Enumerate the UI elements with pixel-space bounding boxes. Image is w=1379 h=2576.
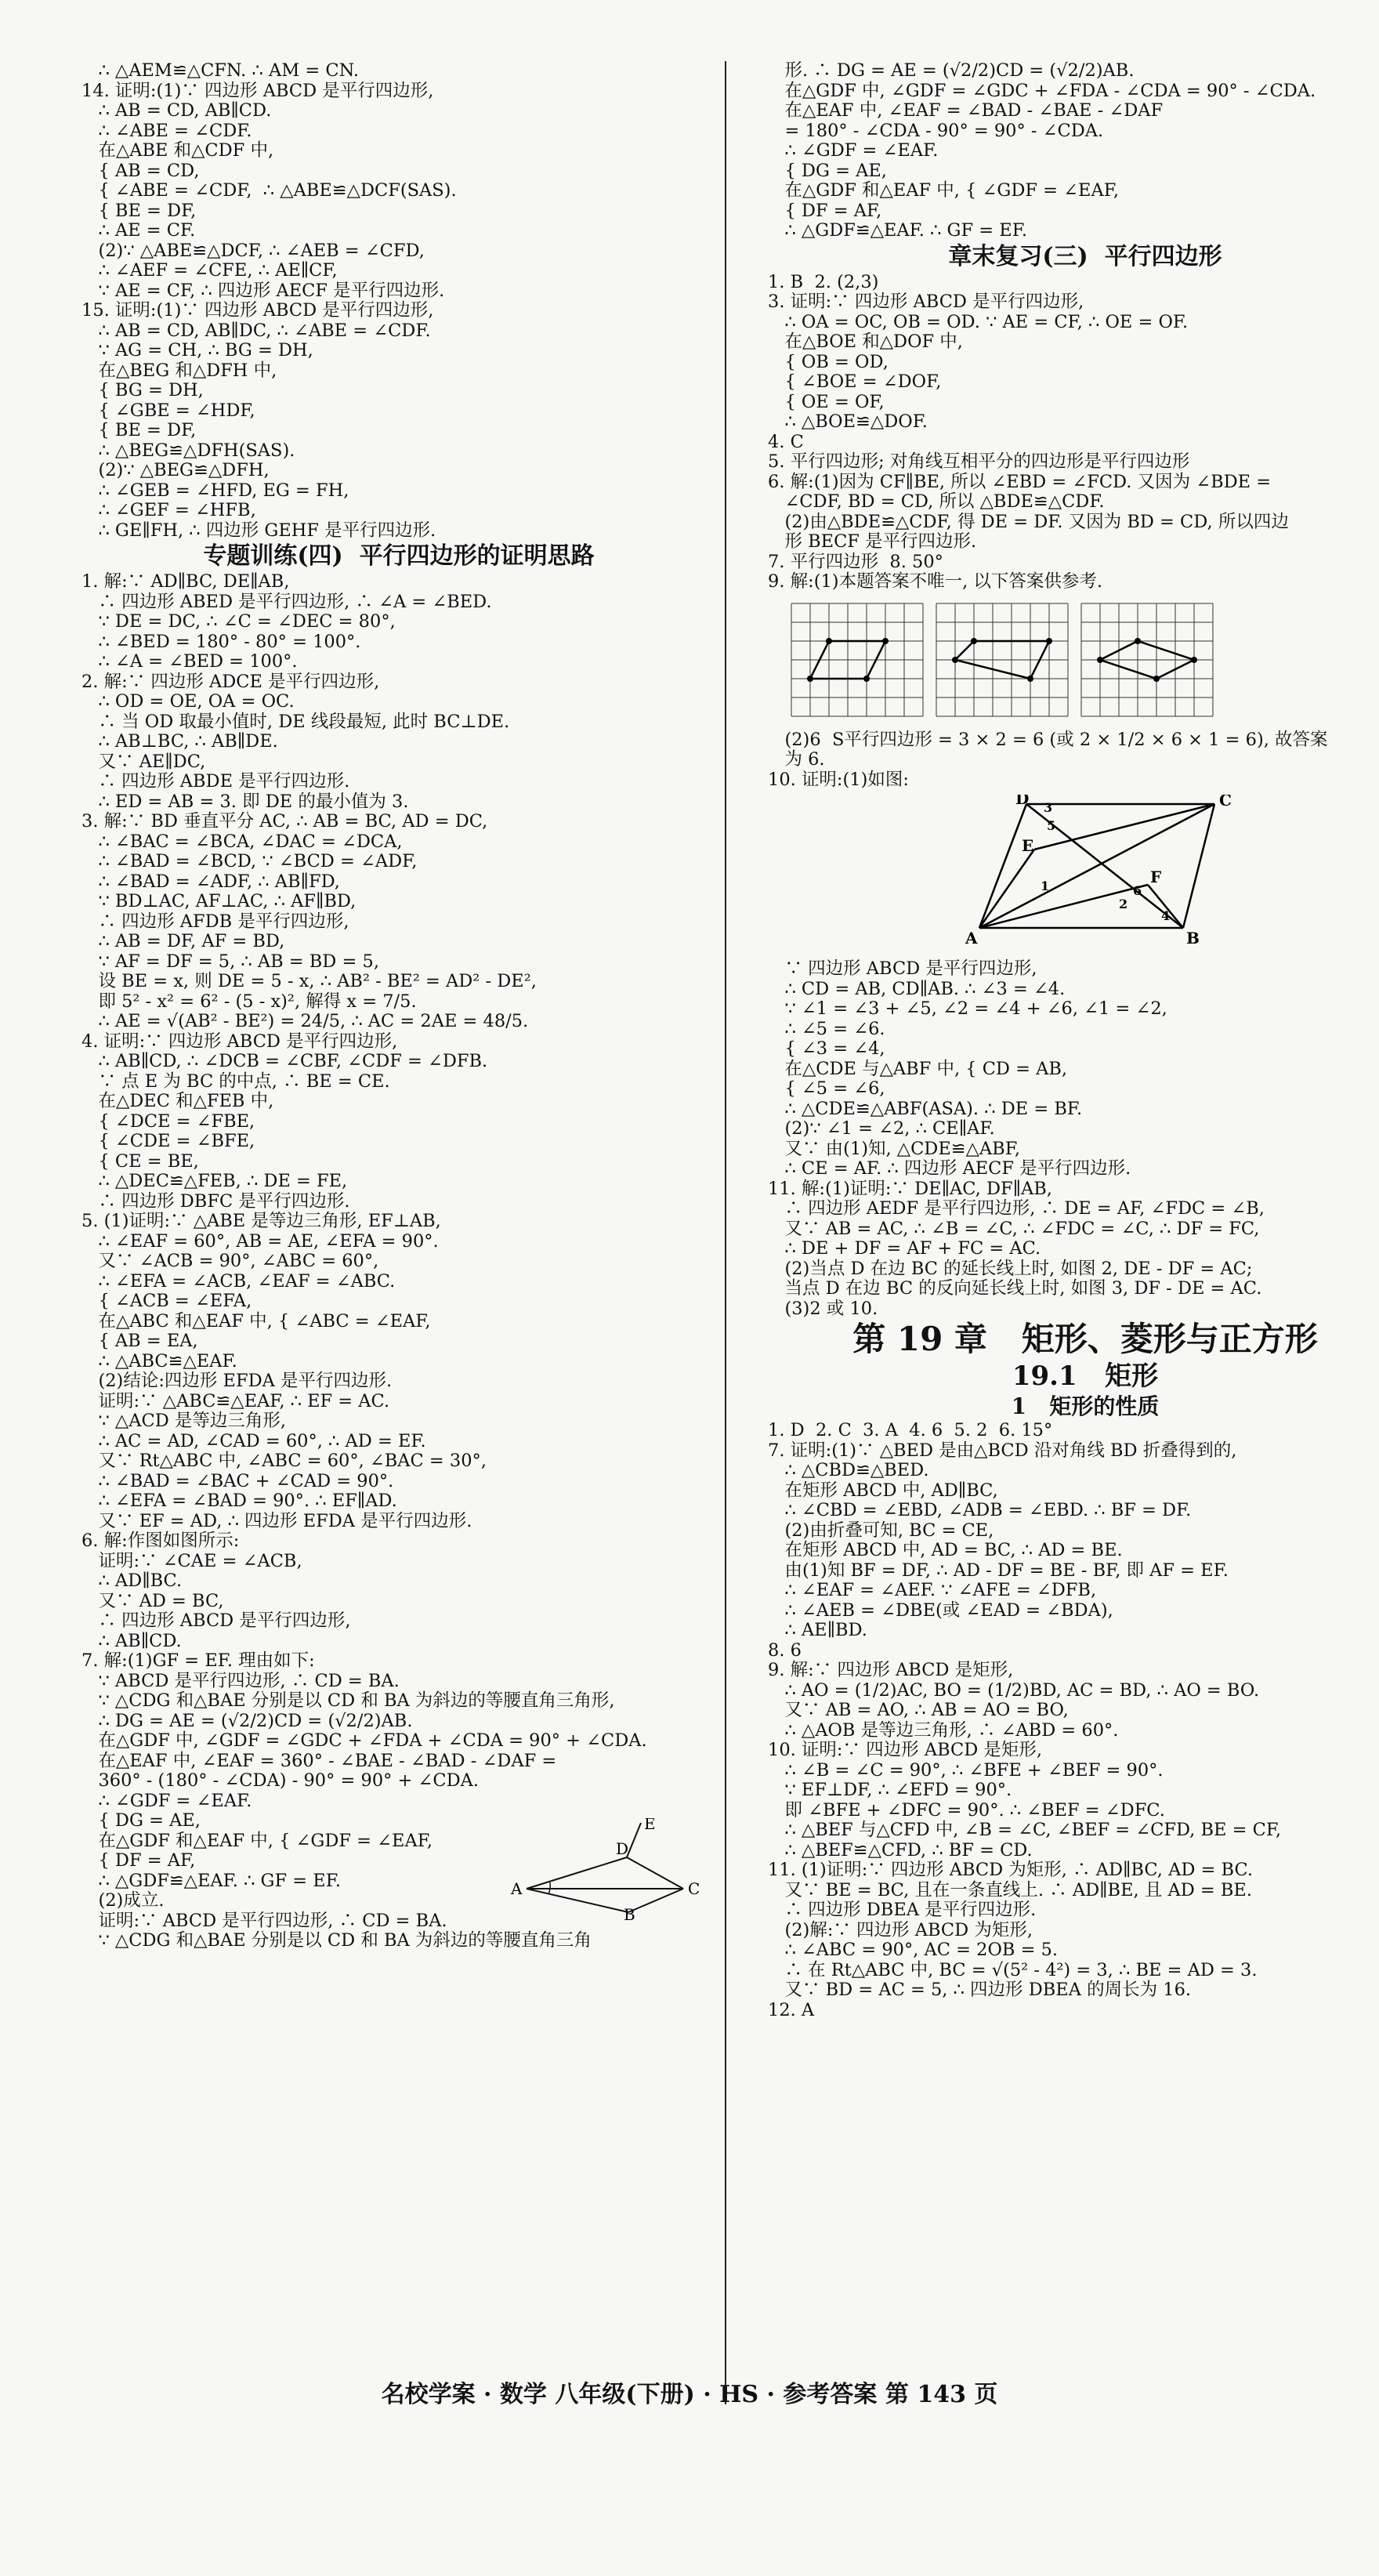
answer-line: { ∠DCE = ∠FBE, bbox=[81, 1110, 255, 1132]
answer-line: ∴ AE∥BD. bbox=[768, 1620, 867, 1640]
answer-line: { OE = OF, bbox=[768, 391, 885, 412]
answer-line: ∴ ∠BAC = ∠BCA, ∠DAC = ∠DCA, bbox=[81, 831, 403, 852]
answer-line: 8. 6 bbox=[768, 1639, 802, 1661]
fig6-label-b: B bbox=[624, 1905, 635, 1920]
answer-line: ∴ AE = √(AB² - BE²) = 24/5, ∴ AC = 2AE = 48/5. bbox=[81, 1011, 529, 1031]
answer-line: 9. 解:(1)本题答案不唯一, 以下答案供参考. bbox=[768, 571, 1103, 592]
section-heading: 19.1 矩形 bbox=[1012, 1360, 1159, 1392]
answer-line: ∴ CE = AF. ∴ 四边形 AECF 是平行四边形. bbox=[768, 1158, 1131, 1179]
answer-line: 又∵ EF = AD, ∴ 四边形 EFDA 是平行四边形. bbox=[81, 1510, 472, 1531]
answer-line: 又∵ 由(1)知, △CDE≌△ABF, bbox=[768, 1138, 1020, 1159]
answer-line: 1. B 2. (2,3) bbox=[768, 271, 879, 292]
answer-line: ∴ DG = AE = (√2/2)CD = (√2/2)AB. bbox=[81, 1710, 413, 1731]
answer-line: 10. 证明:∵ 四边形 ABCD 是矩形, bbox=[768, 1740, 1043, 1760]
answer-line: ∴ ∠ABC = 90°, AC = 2OB = 5. bbox=[768, 1940, 1059, 1960]
answer-line: 形. ∴ DG = AE = (√2/2)CD = (√2/2)AB. bbox=[768, 60, 1135, 81]
answer-line: ∴ ∠EAF = ∠AEF. ∵ ∠AFE = ∠DFB, bbox=[768, 1580, 1097, 1600]
answer-line: 在△DEC 和△FEB 中, bbox=[81, 1091, 274, 1111]
answer-line: ∴ △BEF 与△CFD 中, ∠B = ∠C, ∠BEF = ∠CFD, BE = CF, bbox=[768, 1820, 1282, 1840]
fig10-label: 5 bbox=[1047, 818, 1056, 833]
answer-line: ∴ CD = AB, CD∥AB. ∴ ∠3 = ∠4. bbox=[768, 978, 1066, 999]
fig10-label: 2 bbox=[1119, 897, 1128, 911]
answer-line: (2)当点 D 在边 BC 的延长线上时, 如图 2, DE - DF = AC; bbox=[768, 1258, 1253, 1279]
answer-line: = 180° - ∠CDA - 90° = 90° - ∠CDA. bbox=[768, 120, 1104, 141]
answer-line: ∴ ∠BED = 180° - 80° = 100°. bbox=[81, 631, 361, 652]
grid-2 bbox=[936, 603, 1068, 716]
answer-line: 11. (1)证明:∵ 四边形 ABCD 为矩形, ∴ AD∥BC, AD = BC. bbox=[768, 1860, 1254, 1880]
fig6-label-d: D bbox=[616, 1839, 629, 1858]
fig10-label: D bbox=[1015, 795, 1030, 808]
answer-line: 证明:∵ △ABC≌△EAF, ∴ EF = AC. bbox=[81, 1390, 390, 1411]
grid-1 bbox=[791, 603, 923, 716]
answer-line: ∴ ∠ABE = ∠CDF. bbox=[81, 120, 252, 141]
fig10-label: A bbox=[965, 929, 978, 947]
answer-line: ∴ ∠EAF = 60°, AB = AE, ∠EFA = 90°. bbox=[81, 1230, 439, 1252]
answer-line: 4. 证明:∵ 四边形 ABCD 是平行四边形, bbox=[81, 1031, 398, 1052]
fig10-label: E bbox=[1022, 836, 1034, 855]
answer-line: ∴ OA = OC, OB = OD. ∵ AE = CF, ∴ OE = OF. bbox=[768, 311, 1189, 332]
answer-line: (2)由折叠可知, BC = CE, bbox=[768, 1520, 994, 1541]
figure-q6-parallelogram bbox=[509, 1818, 713, 1920]
fig10-label: F bbox=[1150, 868, 1162, 886]
answer-line: 在△CDE 与△ABF 中, { CD = AB, bbox=[768, 1058, 1068, 1079]
answer-line: 又∵ AE∥DC, bbox=[81, 751, 206, 772]
answer-line: ∴ AB∥CD, ∴ ∠DCB = ∠CBF, ∠CDF = ∠DFB. bbox=[81, 1051, 488, 1071]
answer-line: (2)解:∵ 四边形 ABCD 为矩形, bbox=[768, 1919, 1033, 1940]
answer-line: 又∵ BE = BC, 且在一条直线上. ∴ AD∥BE, 且 AD = BE. bbox=[768, 1879, 1253, 1900]
answer-line: ∴ ∠A = ∠BED = 100°. bbox=[81, 651, 298, 672]
answer-line: ∴ AD∥BC. bbox=[81, 1571, 183, 1591]
page-footer: 名校学案 · 数学 八年级(下册) · HS · 参考答案 第 143 页 bbox=[381, 2381, 998, 2408]
answer-line: ∴ △CBD≌△BED. bbox=[768, 1460, 929, 1480]
answer-line: ∴ ∠AEB = ∠DBE(或 ∠EAD = ∠BDA), bbox=[768, 1600, 1113, 1621]
answer-line: 9. 解:∵ 四边形 ABCD 是矩形, bbox=[768, 1660, 1014, 1680]
answer-line: ∴ ∠GDF = ∠EAF. bbox=[81, 1790, 252, 1811]
answer-line: ∵ 点 E 为 BC 的中点, ∴ BE = CE. bbox=[81, 1071, 390, 1092]
answer-line: 12. A bbox=[768, 1999, 815, 2020]
answer-line: ∴ ED = AB = 3. 即 DE 的最小值为 3. bbox=[81, 791, 409, 812]
answer-line: ∴ ∠B = ∠C = 90°, ∴ ∠BFE + ∠BEF = 90°. bbox=[768, 1759, 1164, 1781]
answer-line: ∵ AG = CH, ∴ BG = DH, bbox=[81, 340, 313, 360]
answer-line: (2)∵ △BEG≌△DFH, bbox=[81, 460, 270, 480]
answer-line: { BG = DH, bbox=[81, 380, 204, 400]
answer-line: (2)由△BDE≌△CDF, 得 DE = DF. 又因为 BD = CD, 所以四边 bbox=[768, 511, 1289, 532]
answer-line: 在△ABE 和△CDF 中, bbox=[81, 140, 274, 161]
answer-line: 形 BECF 是平行四边形. bbox=[768, 531, 977, 552]
answer-line: { DG = AE, bbox=[81, 1810, 201, 1831]
answer-line: (2)∵ ∠1 = ∠2, ∴ CE∥AF. bbox=[768, 1118, 995, 1139]
answer-line: 设 BE = x, 则 DE = 5 - x, ∴ AB² - BE² = AD² - DE², bbox=[81, 971, 537, 991]
answer-line: (2)结论:四边形 EFDA 是平行四边形. bbox=[81, 1371, 393, 1391]
answer-line: (3)2 或 10. bbox=[768, 1298, 878, 1319]
answer-line: ∴ AO = (1/2)AC, BO = (1/2)BD, AC = BD, ∴ AO = BO. bbox=[768, 1679, 1260, 1701]
answer-line: ∴ △CDE≌△ABF(ASA). ∴ DE = BF. bbox=[768, 1098, 1083, 1119]
answer-line: 7. 平行四边形 8. 50° bbox=[768, 551, 943, 572]
answer-line: ∵ 四边形 ABCD 是平行四边形, bbox=[768, 958, 1037, 979]
answer-line: ∴ 四边形 ABDE 是平行四边形. bbox=[81, 771, 350, 792]
answer-line: (2)6 S平行四边形 = 3 × 2 = 6 (或 2 × 1/2 × 6 × 1 = 6), 故答案 bbox=[768, 729, 1328, 750]
answer-line: 为 6. bbox=[768, 749, 825, 770]
answer-line: ∴ △ABC≌△EAF. bbox=[81, 1350, 237, 1371]
answer-line: ∴ ∠GEF = ∠HFB, bbox=[81, 500, 256, 520]
answer-line: ∵ △CDG 和△BAE 分别是以 CD 和 BA 为斜边的等腰直角三角形, bbox=[81, 1690, 615, 1711]
answer-line: 又∵ BD = AC = 5, ∴ 四边形 DBEA 的周长为 16. bbox=[768, 1980, 1192, 2000]
answer-line: 在矩形 ABCD 中, AD = BC, ∴ AD = BE. bbox=[768, 1540, 1123, 1560]
answer-line: ∴ ∠EFA = ∠ACB, ∠EAF = ∠ABC. bbox=[81, 1270, 396, 1292]
answer-line: ∴ △GDF≌△EAF. ∴ GF = EF. bbox=[81, 1870, 341, 1891]
answer-line: ∵ ABCD 是平行四边形, ∴ CD = BA. bbox=[81, 1670, 400, 1691]
answer-line: ∴ 四边形 AFDB 是平行四边形, bbox=[81, 911, 349, 932]
answer-line: ∴ DE + DF = AF + FC = AC. bbox=[768, 1238, 1041, 1259]
answer-line: 又∵ AD = BC, bbox=[81, 1590, 224, 1611]
section-heading: 章末复习(三) 平行四边形 bbox=[948, 242, 1222, 270]
section-heading: 第 19 章 矩形、菱形与正方形 bbox=[852, 1320, 1318, 1358]
answer-line: 1. 解:∵ AD∥BC, DE∥AB, bbox=[81, 571, 290, 592]
answer-line: ∵ AF = DF = 5, ∴ AB = BD = 5, bbox=[81, 951, 379, 972]
answer-line: 当点 D 在边 BC 的反向延长线上时, 如图 3, DF - DE = AC. bbox=[768, 1278, 1262, 1299]
answer-line: { BE = DF, bbox=[81, 420, 197, 440]
answer-line: 由(1)知 BF = DF, ∴ AD - DF = BE - BF, 即 AF = EF. bbox=[768, 1560, 1229, 1581]
answer-line: ∴ ∠BAD = ∠BAC + ∠CAD = 90°. bbox=[81, 1470, 394, 1491]
fig6-label-a: A bbox=[511, 1879, 523, 1898]
answer-line: { ∠ACB = ∠EFA, bbox=[81, 1291, 252, 1311]
fig6-label-e: E bbox=[644, 1818, 656, 1833]
answer-line: 又∵ AB = AC, ∴ ∠B = ∠C, ∴ ∠FDC = ∠C, ∴ DF = FC, bbox=[768, 1218, 1260, 1239]
answer-line: 5. 平行四边形; 对角线互相平分的四边形是平行四边形 bbox=[768, 451, 1190, 472]
answer-line: ∴ △BOE≌△DOF. bbox=[768, 411, 928, 432]
answer-line: 360° - (180° - ∠CDA) - 90° = 90° + ∠CDA. bbox=[81, 1770, 480, 1791]
answer-line: (2)成立. bbox=[81, 1890, 165, 1911]
answer-line: ∴ ∠GEB = ∠HFD, EG = FH, bbox=[81, 480, 349, 501]
answer-line: ∴ △BEF≌△CFD, ∴ BF = CD. bbox=[768, 1839, 1033, 1860]
answer-line: ∴ AB = DF, AF = BD, bbox=[81, 931, 285, 951]
answer-line: 证明:∵ ∠CAE = ∠ACB, bbox=[81, 1550, 302, 1571]
answer-line: (2)∵ △ABE≌△DCF, ∴ ∠AEB = ∠CFD, bbox=[81, 240, 425, 261]
fig10-label: C bbox=[1219, 795, 1232, 810]
fig6-label-c: C bbox=[688, 1879, 700, 1898]
answer-line: ∵ ∠1 = ∠3 + ∠5, ∠2 = ∠4 + ∠6, ∠1 = ∠2, bbox=[768, 998, 1167, 1019]
answer-line: { ∠ABE = ∠CDF, ∴ △ABE≌△DCF(SAS). bbox=[81, 180, 457, 201]
answer-line: 在△GDF 中, ∠GDF = ∠GDC + ∠FDA + ∠CDA = 90° + ∠CDA. bbox=[81, 1730, 647, 1751]
answer-line: { DG = AE, bbox=[768, 160, 887, 181]
answer-line: ∴ ∠BAD = ∠BCD, ∵ ∠BCD = ∠ADF, bbox=[81, 851, 418, 871]
answer-line: 1. D 2. C 3. A 4. 6 5. 2 6. 15° bbox=[768, 1420, 1053, 1440]
answer-line: ∴ AB∥CD. bbox=[81, 1630, 182, 1651]
left-column bbox=[81, 61, 716, 1951]
fig10-label: 1 bbox=[1041, 879, 1050, 893]
answer-line: { BE = DF, bbox=[81, 200, 197, 221]
answer-line: ∴ AB = CD, AB∥CD. bbox=[81, 100, 272, 121]
answer-line: { CE = BE, bbox=[81, 1150, 199, 1172]
answer-line: 6. 解:(1)因为 CF∥BE, 所以 ∠EBD = ∠FCD. 又因为 ∠BDE = bbox=[768, 471, 1272, 492]
answer-line: ∠CDF, BD = CD, 所以 △BDE≌△CDF. bbox=[768, 491, 1105, 512]
fig10-label: B bbox=[1186, 929, 1200, 947]
answer-line: 又∵ ∠ACB = 90°, ∠ABC = 60°, bbox=[81, 1251, 379, 1271]
answer-line: 即 5² - x² = 6² - (5 - x)², 解得 x = 7/5. bbox=[81, 991, 417, 1012]
answer-line: ∴ AE = CF. bbox=[81, 220, 196, 241]
answer-line: 在△GDF 中, ∠GDF = ∠GDC + ∠FDA - ∠CDA = 90° - ∠CDA. bbox=[768, 80, 1316, 101]
answer-line: ∴ 四边形 DBEA 是平行四边形. bbox=[768, 1900, 1037, 1920]
answer-line: 在△ABC 和△EAF 中, { ∠ABC = ∠EAF, bbox=[81, 1310, 431, 1331]
answer-line: ∴ ∠CBD = ∠EBD, ∠ADB = ∠EBD. ∴ BF = DF. bbox=[768, 1500, 1192, 1520]
answer-line: ∵ △CDG 和△BAE 分别是以 CD 和 BA 为斜边的等腰直角三角 bbox=[81, 1930, 592, 1951]
answer-line: ∴ △AOB 是等边三角形, ∴ ∠ABD = 60°. bbox=[768, 1719, 1119, 1741]
answer-line: ∴ 四边形 ABED 是平行四边形, ∴ ∠A = ∠BED. bbox=[81, 591, 492, 612]
answer-line: 又∵ Rt△ABC 中, ∠ABC = 60°, ∠BAC = 30°, bbox=[81, 1451, 487, 1471]
answer-line: 在△GDF 和△EAF 中, { ∠GDF = ∠EAF, bbox=[768, 180, 1119, 201]
answer-line: { ∠BOE = ∠DOF, bbox=[768, 371, 942, 392]
answer-line: 在△BOE 和△DOF 中, bbox=[768, 332, 963, 352]
answer-line: 在△EAF 中, ∠EAF = 360° - ∠BAE - ∠BAD - ∠DAF = bbox=[81, 1750, 557, 1771]
answer-line: ∴ △BEG≌△DFH(SAS). bbox=[81, 440, 295, 461]
answer-line: ∴ AC = AD, ∠CAD = 60°, ∴ AD = EF. bbox=[81, 1430, 426, 1451]
answer-line: 证明:∵ ABCD 是平行四边形, ∴ CD = BA. bbox=[81, 1910, 447, 1931]
answer-line: ∴ 四边形 ABCD 是平行四边形, bbox=[81, 1610, 351, 1631]
right-column bbox=[768, 61, 1379, 2020]
answer-line: 7. 证明:(1)∵ △BED 是由△BCD 沿对角线 BD 折叠得到的, bbox=[768, 1440, 1237, 1461]
answer-line: 3. 解:∵ BD 垂直平分 AC, ∴ AB = BC, AD = DC, bbox=[81, 811, 488, 831]
answer-line: 10. 证明:(1)如图: bbox=[768, 769, 909, 790]
answer-line: ∵ BD⊥AC, AF⊥AC, ∴ AF∥BD, bbox=[81, 891, 357, 911]
answer-line: 7. 解:(1)GF = EF. 理由如下: bbox=[81, 1650, 315, 1671]
answer-line: ∵ AE = CF, ∴ 四边形 AECF 是平行四边形. bbox=[81, 280, 445, 301]
answer-line: 5. (1)证明:∵ △ABE 是等边三角形, EF⊥AB, bbox=[81, 1211, 441, 1231]
answer-line: ∴ △GDF≌△EAF. ∴ GF = EF. bbox=[768, 220, 1027, 241]
answer-line: 在△BEG 和△DFH 中, bbox=[81, 360, 277, 381]
fig10-label: 4 bbox=[1161, 908, 1171, 923]
fig10-label: 3 bbox=[1044, 800, 1053, 815]
grid-3 bbox=[1081, 603, 1213, 716]
answer-line: ∴ △AEM≌△CFN. ∴ AM = CN. bbox=[81, 60, 360, 81]
answer-line: ∵ DE = DC, ∴ ∠C = ∠DEC = 80°, bbox=[81, 611, 396, 632]
answer-line: ∴ ∠5 = ∠6. bbox=[768, 1018, 885, 1039]
section-heading: 1 矩形的性质 bbox=[1011, 1393, 1160, 1419]
answer-line: ∵ △ACD 是等边三角形, bbox=[81, 1411, 287, 1431]
answer-line: ∴ 当 OD 取最小值时, DE 线段最短, 此时 BC⊥DE. bbox=[81, 711, 510, 732]
answer-line: 在△EAF 中, ∠EAF = ∠BAD - ∠BAE - ∠DAF bbox=[768, 100, 1164, 121]
answer-line: ∴ 四边形 AEDF 是平行四边形, ∴ DE = AF, ∠FDC = ∠B, bbox=[768, 1198, 1265, 1219]
answer-line: 即 ∠BFE + ∠DFC = 90°. ∴ ∠BEF = ∠DFC. bbox=[768, 1799, 1165, 1821]
fig10-label: 6 bbox=[1133, 883, 1142, 898]
answer-line: 在矩形 ABCD 中, AD∥BC, bbox=[768, 1480, 998, 1501]
answer-line: { ∠CDE = ∠BFE, bbox=[81, 1131, 255, 1151]
answer-line: { OB = OD, bbox=[768, 351, 889, 372]
answer-line: ∴ AB = CD, AB∥DC, ∴ ∠ABE = ∠CDF. bbox=[81, 320, 431, 341]
answer-line: { ∠5 = ∠6, bbox=[768, 1078, 885, 1099]
answer-line: 在△GDF 和△EAF 中, { ∠GDF = ∠EAF, bbox=[81, 1830, 433, 1851]
answer-line: 11. 解:(1)证明:∵ DE∥AC, DF∥AB, bbox=[768, 1178, 1052, 1199]
answer-line: { AB = CD, bbox=[81, 160, 200, 181]
column-divider bbox=[725, 61, 726, 2404]
answer-line: { DF = AF, bbox=[81, 1850, 196, 1871]
answer-line: ∴ OD = OE, OA = OC. bbox=[81, 691, 295, 712]
answer-line: { AB = EA, bbox=[81, 1331, 198, 1351]
answer-line: ∴ GE∥FH, ∴ 四边形 GEHF 是平行四边形. bbox=[81, 520, 436, 541]
answer-line: ∴ ∠GDF = ∠EAF. bbox=[768, 140, 939, 161]
answer-line: ∴ 在 Rt△ABC 中, BC = √(5² - 4²) = 3, ∴ BE = AD = 3. bbox=[768, 1959, 1258, 1980]
figure-q9-grids bbox=[768, 597, 1214, 723]
answer-line: 3. 证明:∵ 四边形 ABCD 是平行四边形, bbox=[768, 292, 1084, 312]
answer-line: ∴ AB⊥BC, ∴ AB∥DE. bbox=[81, 731, 278, 752]
answer-line: ∴ △DEC≌△FEB, ∴ DE = FE, bbox=[81, 1171, 348, 1191]
figure-q10-parallelogram bbox=[948, 795, 1246, 951]
answer-line: ∵ EF⊥DF, ∴ ∠EFD = 90°. bbox=[768, 1780, 1012, 1800]
answer-line: { DF = AF, bbox=[768, 200, 882, 221]
answer-line: { ∠3 = ∠4, bbox=[768, 1038, 885, 1059]
section-heading: 专题训练(四) 平行四边形的证明思路 bbox=[203, 542, 595, 570]
answer-line: 4. C bbox=[768, 431, 804, 452]
answer-line: 6. 解:作图如图所示: bbox=[81, 1531, 240, 1551]
answer-line: ∴ ∠AEF = ∠CFE, ∴ AE∥CF, bbox=[81, 260, 338, 281]
answer-line: { ∠GBE = ∠HDF, bbox=[81, 400, 255, 421]
answer-line: ∴ 四边形 DBFC 是平行四边形. bbox=[81, 1190, 350, 1212]
answer-line: 又∵ AB = AO, ∴ AB = AO = BO, bbox=[768, 1700, 1069, 1720]
answer-line: ∴ ∠EFA = ∠BAD = 90°. ∴ EF∥AD. bbox=[81, 1491, 397, 1511]
answer-line: 2. 解:∵ 四边形 ADCE 是平行四边形, bbox=[81, 671, 380, 692]
answer-line: ∴ ∠BAD = ∠ADF, ∴ AB∥FD, bbox=[81, 871, 340, 892]
answer-line: 14. 证明:(1)∵ 四边形 ABCD 是平行四边形, bbox=[81, 80, 434, 101]
answer-line: 15. 证明:(1)∵ 四边形 ABCD 是平行四边形, bbox=[81, 300, 434, 321]
